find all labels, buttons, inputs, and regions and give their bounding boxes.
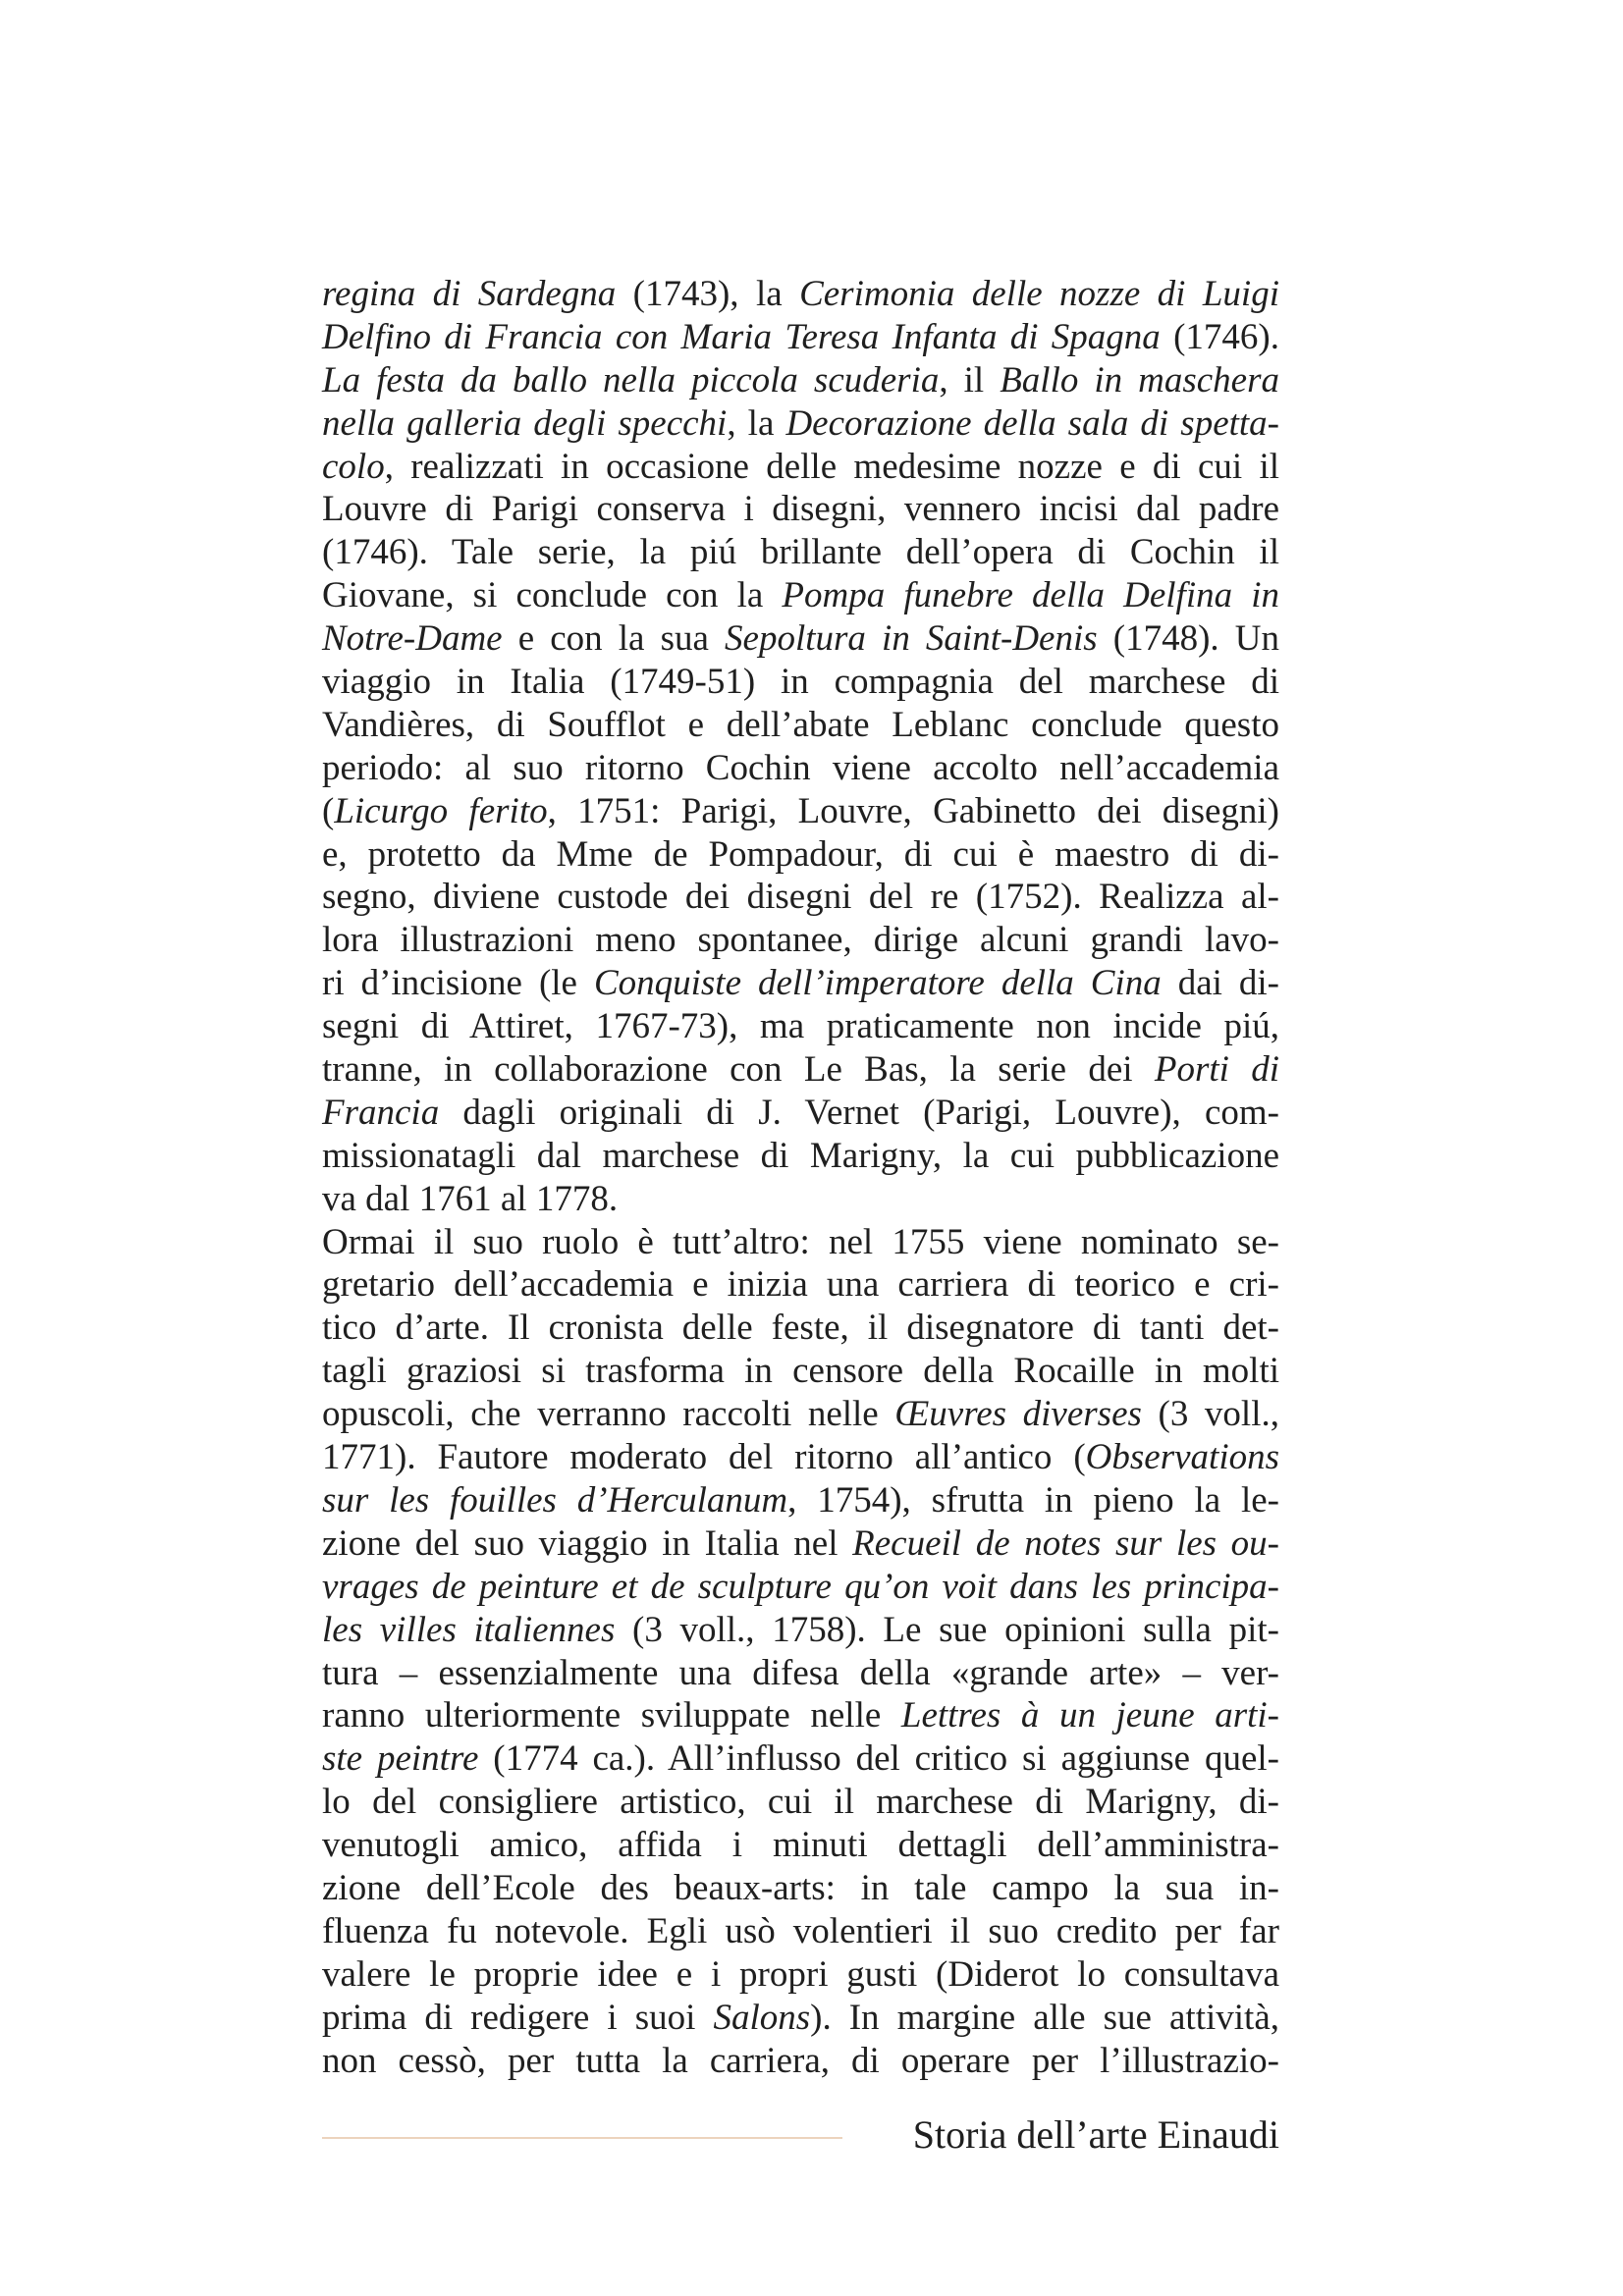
italic-title-span: Recueil de notes sur les ou- xyxy=(852,1522,1280,1564)
italic-title-span: Cerimonia delle nozze di Luigi xyxy=(799,274,1279,314)
text-line xyxy=(322,962,1279,1005)
footer-rule xyxy=(322,2137,842,2139)
text-line xyxy=(322,1737,1279,1781)
text-span: , la xyxy=(727,402,786,444)
text-span: (1746). xyxy=(1160,316,1279,357)
text-span: (1746). Tale serie, la piú brillante dell’opera di Cochin il xyxy=(322,532,1279,573)
text-line xyxy=(322,1867,1279,1910)
italic-title-span: Francia xyxy=(322,1092,440,1133)
italic-title-span: Conquiste dell’imperatore della Cina xyxy=(593,963,1162,1004)
italic-title-span: Delfino di Francia con Maria Teresa Infanta di Spagna xyxy=(322,316,1161,357)
text-line xyxy=(322,1393,1279,1436)
text-line xyxy=(322,1694,1279,1737)
text-line xyxy=(322,1479,1279,1522)
text-line xyxy=(322,1910,1279,1953)
text-line xyxy=(322,1997,1279,2040)
text-span: ( xyxy=(322,790,335,831)
text-line xyxy=(322,1263,1279,1307)
text-span: 1771). Fautore moderato del ritorno all’antico ( xyxy=(322,1437,1086,1478)
text-line xyxy=(322,1824,1279,1867)
text-span: va dal 1761 al 1778. xyxy=(322,1178,619,1219)
text-span: (1743), la xyxy=(616,274,800,314)
italic-title-span: La festa da ballo nella piccola scuderia xyxy=(322,359,940,400)
text-span: Giovane, si conclude con la xyxy=(322,575,783,616)
text-span: , 1754), sfrutta in pieno la le- xyxy=(787,1479,1279,1521)
text-span: tranne, in collaborazione con Le Bas, la serie dei xyxy=(322,1049,1155,1091)
italic-title-span: Salons xyxy=(713,1997,811,2038)
italic-title-span: Porti di xyxy=(1154,1049,1279,1091)
text-line xyxy=(322,1221,1279,1264)
text-line xyxy=(322,747,1279,790)
text-span: venutogli amico, affida i minuti dettagli dell’amministra- xyxy=(322,1825,1279,1866)
italic-title-span: vrages de peinture et de sculpture qu’on voit dans les principa- xyxy=(322,1566,1279,1607)
italic-title-span: Licurgo ferito xyxy=(334,790,548,831)
text-line xyxy=(322,1566,1279,1609)
text-line xyxy=(322,1307,1279,1350)
text-line xyxy=(322,704,1279,747)
text-line xyxy=(322,661,1279,704)
italic-title-span: Notre-Dame xyxy=(322,618,503,660)
italic-title-span: regina di Sardegna xyxy=(322,274,617,314)
text-span: tagli graziosi si trasforma in censore della Rocaille in molti xyxy=(322,1351,1279,1392)
italic-title-span: ste peintre xyxy=(322,1738,479,1780)
text-span: zione del suo viaggio in Italia nel xyxy=(322,1522,853,1564)
text-span: e con la sua xyxy=(502,618,726,660)
text-line xyxy=(322,1048,1279,1092)
text-line xyxy=(322,1953,1279,1997)
text-span: fluenza fu notevole. Egli usò volentieri il suo credito per far xyxy=(322,1910,1279,1951)
text-line xyxy=(322,617,1279,661)
italic-title-span: Pompa funebre della Delfina in xyxy=(782,575,1279,616)
text-line xyxy=(322,1350,1279,1393)
text-span: (1748). Un xyxy=(1097,618,1279,660)
text-line xyxy=(322,1092,1279,1135)
text-line xyxy=(322,1005,1279,1048)
text-span: (3 voll., xyxy=(1141,1394,1279,1435)
text-span: viaggio in Italia (1749-51) in compagnia del marchese di xyxy=(322,662,1279,703)
text-line xyxy=(322,1522,1279,1566)
text-line xyxy=(322,876,1279,919)
text-span: ranno ulteriormente sviluppate nelle xyxy=(322,1695,901,1736)
italic-title-span: Œuvres diverses xyxy=(894,1394,1142,1435)
italic-title-span: les villes italiennes xyxy=(322,1609,616,1650)
page-footer xyxy=(322,2106,1279,2164)
text-span: non cessò, per tutta la carriera, di operare per l’illustrazio- xyxy=(322,2040,1279,2081)
text-span: ). In margine alle sue attività, xyxy=(810,1997,1279,2038)
text-line xyxy=(322,833,1279,877)
text-span: tura – essenzialmente una difesa della «grande arte» – ver- xyxy=(322,1652,1279,1693)
text-line xyxy=(322,790,1279,833)
italic-title-span: Observations xyxy=(1085,1437,1279,1478)
text-span: tico d’arte. Il cronista delle feste, il disegnatore di tanti det- xyxy=(322,1308,1279,1349)
text-span: missionatagli dal marchese di Marigny, la cui pubblicazione xyxy=(322,1135,1279,1176)
text-line xyxy=(322,446,1279,489)
italic-title-span: Sepoltura in Saint-Denis xyxy=(725,618,1098,660)
text-line xyxy=(322,402,1279,446)
text-line xyxy=(322,574,1279,617)
text-span: dai di- xyxy=(1161,963,1279,1004)
text-span: lo del consigliere artistico, cui il marchese di Marigny, di- xyxy=(322,1782,1279,1823)
text-span: zione dell’Ecole des beaux-arts: in tale campo la sua in- xyxy=(322,1867,1279,1908)
text-line xyxy=(322,2040,1279,2083)
text-span: Ormai il suo ruolo è tutt’altro: nel 1755 viene nominato se- xyxy=(322,1221,1279,1262)
italic-title-span: Decorazione della sala di spetta- xyxy=(785,402,1279,444)
text-span: e, protetto da Mme de Pompadour, di cui è maestro di di- xyxy=(322,833,1279,875)
text-span: Louvre di Parigi conserva i disegni, vennero incisi dal padre xyxy=(322,489,1279,530)
text-span: prima di redigere i suoi xyxy=(322,1997,714,2038)
text-span: Vandières, di Soufflot e dell’abate Leblanc conclude questo xyxy=(322,704,1279,745)
footer-title: Storia dell’arte Einaudi xyxy=(912,2112,1279,2157)
text-line xyxy=(322,531,1279,574)
text-span: valere le proprie idee e i propri gusti (Diderot lo consultava xyxy=(322,1953,1279,1995)
text-span: , realizzati in occasione delle medesime nozze e di cui il xyxy=(384,446,1279,487)
text-span: (1774 ca.). All’influsso del critico si aggiunse quel- xyxy=(478,1738,1279,1780)
body-text xyxy=(322,273,1279,2082)
text-line xyxy=(322,359,1279,402)
text-span: , il xyxy=(939,359,1001,400)
text-line xyxy=(322,1135,1279,1178)
text-span: (3 voll., 1758). Le sue opinioni sulla pit- xyxy=(615,1609,1279,1650)
text-line xyxy=(322,1436,1279,1479)
text-line xyxy=(322,488,1279,531)
italic-title-span: Lettres à un jeune arti- xyxy=(900,1695,1280,1736)
text-line xyxy=(322,1178,1279,1221)
text-span: gretario dell’accademia e inizia una carriera di teorico e cri- xyxy=(322,1264,1279,1306)
text-line xyxy=(322,273,1279,316)
text-line xyxy=(322,1781,1279,1824)
text-line xyxy=(322,316,1279,359)
text-line xyxy=(322,919,1279,962)
italic-title-span: Ballo in maschera xyxy=(1000,359,1280,400)
text-span: , 1751: Parigi, Louvre, Gabinetto dei disegni) xyxy=(547,790,1279,831)
text-span: segno, diviene custode dei disegni del re (1752). Realizza al- xyxy=(322,877,1279,918)
italic-title-span: sur les fouilles d’Herculanum xyxy=(322,1479,788,1521)
italic-title-span: colo xyxy=(322,446,385,487)
text-span: periodo: al suo ritorno Cochin viene accolto nell’accademia xyxy=(322,747,1279,788)
text-line xyxy=(322,1652,1279,1695)
text-span: segni di Attiret, 1767-73), ma praticamente non incide piú, xyxy=(322,1006,1279,1047)
text-span: lora illustrazioni meno spontanee, dirige alcuni grandi lavo- xyxy=(322,920,1279,961)
text-span: ri d’incisione (le xyxy=(322,963,594,1004)
text-span: dagli originali di J. Vernet (Parigi, Louvre), com- xyxy=(439,1092,1279,1133)
text-line xyxy=(322,1609,1279,1652)
text-span: opuscoli, che verranno raccolti nelle xyxy=(322,1394,895,1435)
italic-title-span: nella galleria degli specchi xyxy=(322,402,728,444)
